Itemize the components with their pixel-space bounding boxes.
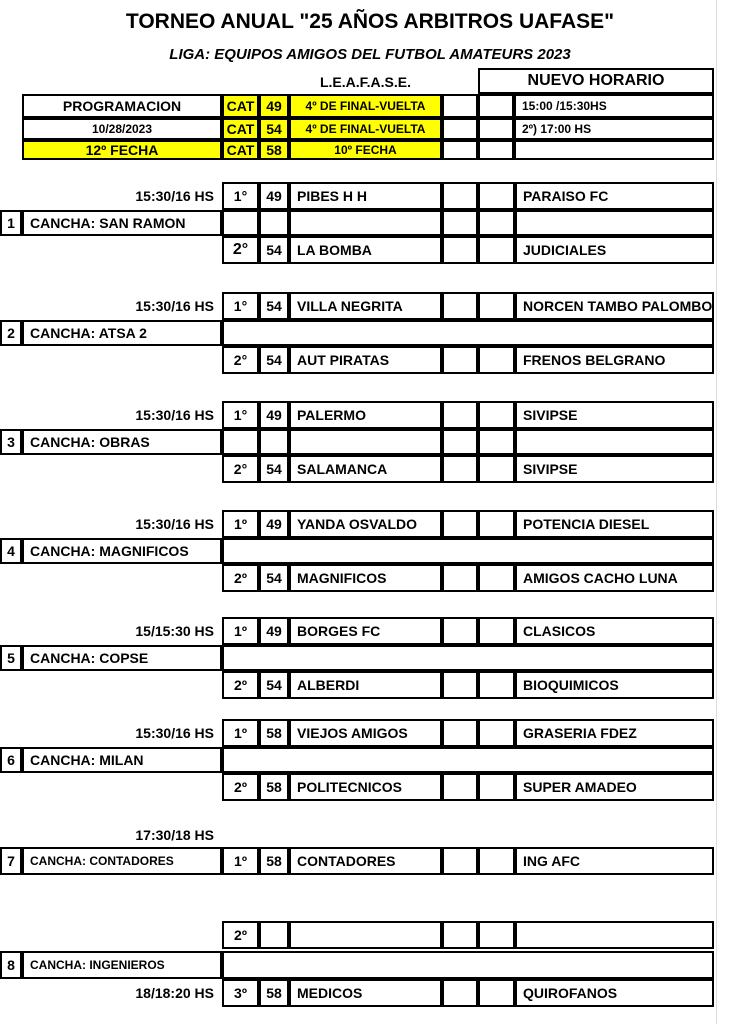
home-team [289, 921, 442, 949]
away-team-text: FRENOS BELGRANO [523, 352, 666, 368]
match-category [259, 346, 289, 374]
match-order [222, 292, 259, 320]
header-cat-cell-text: CAT [226, 142, 255, 158]
header-row-label [22, 140, 222, 160]
score-away [478, 921, 515, 949]
score-away [478, 401, 515, 429]
score-home [442, 921, 478, 949]
score-away [478, 564, 515, 592]
blank-cell [478, 210, 515, 236]
home-team-text: SALAMANCA [297, 461, 388, 477]
match-category-text: 54 [266, 677, 282, 693]
home-team [289, 773, 442, 801]
header-horario-cell-text: 2º) 17:00 HS [522, 122, 592, 136]
blank-row [222, 320, 714, 346]
away-team [515, 401, 714, 429]
score-home [442, 346, 478, 374]
header-cat-cell-text: CAT [226, 98, 255, 114]
match-order-text: 2° [232, 241, 249, 258]
match-order [222, 979, 259, 1007]
blank-cell [442, 210, 478, 236]
blank-cell [259, 210, 289, 236]
blank-cell [515, 429, 714, 455]
header-cat-number-text: 58 [266, 142, 282, 158]
match-order [222, 182, 259, 210]
score-home [442, 847, 478, 875]
score-away [478, 979, 515, 1007]
away-team-text: QUIROFANOS [523, 985, 618, 1001]
score-home [442, 455, 478, 483]
match-order [222, 346, 259, 374]
cancha-label [22, 847, 222, 875]
block-number-text: 1 [7, 215, 15, 231]
block-number [0, 320, 22, 346]
cancha-label [22, 747, 222, 773]
score-away [478, 847, 515, 875]
away-team-text: SUPER AMADEO [523, 779, 637, 795]
match-category-text: 58 [266, 853, 282, 869]
score-home [442, 401, 478, 429]
match-category [259, 847, 289, 875]
match-category-text: 49 [266, 407, 282, 423]
header-phase-cell-text: 4º DE FINAL-VUELTA [305, 122, 426, 136]
cancha-label [22, 210, 222, 236]
blank-row [222, 538, 714, 564]
home-team-text: LA BOMBA [297, 242, 372, 258]
header-cat-cell [222, 94, 259, 118]
score-home [442, 979, 478, 1007]
cancha-label-text: CANCHA: MILAN [30, 752, 144, 768]
away-team [515, 719, 714, 747]
match-order-text: 2º [234, 570, 247, 586]
home-team-text: YANDA OSVALDO [297, 516, 418, 532]
header-phase-cell-text: 4º DE FINAL-VUELTA [305, 99, 426, 113]
cancha-label [22, 320, 222, 346]
blank-cell [222, 210, 259, 236]
match-category [259, 510, 289, 538]
away-team [515, 182, 714, 210]
home-team [289, 292, 442, 320]
away-team-text: NORCEN TAMBO PALOMBO [523, 298, 713, 314]
home-team [289, 182, 442, 210]
home-team [289, 564, 442, 592]
match-order-text: 1º [234, 853, 247, 869]
block-number [0, 429, 22, 455]
score-home [442, 617, 478, 645]
block-number-text: 8 [7, 957, 15, 973]
home-team [289, 617, 442, 645]
match-order [222, 510, 259, 538]
away-team-text: JUDICIALES [523, 242, 607, 258]
away-team-text: CLASICOS [523, 623, 596, 639]
blank-row [222, 645, 714, 671]
nuevo-horario-cell-text: NUEVO HORARIO [527, 72, 665, 89]
header-horario-cell [514, 118, 714, 140]
blank-cell [289, 429, 442, 455]
header-row-label [22, 94, 222, 118]
match-order-text: 1° [233, 298, 248, 314]
match-order [222, 921, 259, 949]
header-phase-cell [289, 94, 442, 118]
score-away [478, 773, 515, 801]
header-blank-cell [478, 118, 514, 140]
block-number-text: 2 [7, 325, 15, 341]
block-number-text: 5 [7, 650, 15, 666]
kickoff-time: 18/18:20 HS [135, 985, 214, 1001]
home-team-text: MAGNIFICOS [297, 570, 387, 586]
cancha-label [22, 429, 222, 455]
home-team [289, 346, 442, 374]
score-home [442, 236, 478, 264]
blank-cell [289, 210, 442, 236]
home-team [289, 979, 442, 1007]
match-category [259, 773, 289, 801]
blank-cell [442, 429, 478, 455]
kickoff-time: 15:30/16 HS [135, 407, 214, 423]
score-home [442, 292, 478, 320]
header-row-label-text: 12º FECHA [85, 142, 159, 158]
score-away [478, 182, 515, 210]
cancha-label [22, 538, 222, 564]
cancha-label-text: CANCHA: CONTADORES [30, 854, 174, 868]
home-team [289, 847, 442, 875]
header-cat-number [259, 140, 289, 160]
header-blank-cell [442, 118, 478, 140]
cancha-label-text: CANCHA: OBRAS [30, 434, 150, 450]
header-cat-cell-text: CAT [226, 121, 255, 137]
away-team [515, 671, 714, 699]
away-team-text: BIOQUIMICOS [523, 677, 619, 693]
cancha-label-text: CANCHA: MAGNIFICOS [30, 543, 189, 559]
match-order [222, 719, 259, 747]
header-blank-cell [478, 140, 514, 160]
header-horario-cell-text: 15:00 /15:30HS [522, 99, 607, 113]
header-cat-number-text: 49 [266, 98, 282, 114]
kickoff-time: 15:30/16 HS [135, 725, 214, 741]
header-row-label-text: 10/28/2023 [91, 122, 153, 136]
match-order-text: 2° [233, 352, 248, 368]
away-team-text: SIVIPSE [523, 407, 578, 423]
blank-cell [222, 429, 259, 455]
score-away [478, 346, 515, 374]
match-order-text: 1º [234, 516, 247, 532]
home-team-text: MEDICOS [297, 985, 363, 1001]
away-team [515, 346, 714, 374]
header-cat-number-text: 54 [266, 121, 282, 137]
match-order [222, 455, 259, 483]
match-order [222, 773, 259, 801]
match-category [259, 617, 289, 645]
blank-cell [478, 429, 515, 455]
away-team [515, 847, 714, 875]
header-horario-cell [514, 94, 714, 118]
block-number-text: 3 [7, 434, 15, 450]
match-order [222, 236, 259, 264]
match-category-text: 54 [266, 570, 282, 586]
match-category-text: 54 [266, 352, 282, 368]
away-team [515, 236, 714, 264]
block-number [0, 951, 22, 979]
kickoff-time: 15:30/16 HS [135, 298, 214, 314]
match-order-text: 3º [234, 985, 247, 1001]
home-team-text: PIBES H H [297, 188, 368, 204]
match-category [259, 292, 289, 320]
score-home [442, 182, 478, 210]
block-number [0, 210, 22, 236]
sheet-gridline [716, 0, 717, 1024]
match-order [222, 847, 259, 875]
cancha-label [22, 951, 222, 979]
score-home [442, 719, 478, 747]
header-cat-number [259, 118, 289, 140]
header-blank-cell [442, 94, 478, 118]
cancha-label [22, 645, 222, 671]
away-team-text: ING AFC [523, 853, 581, 869]
nuevo-horario-cell [478, 68, 714, 94]
home-team-text: ALBERDI [297, 677, 360, 693]
match-category [259, 182, 289, 210]
page-subtitle: LIGA: EQUIPOS AMIGOS DEL FUTBOL AMATEURS 2023 [169, 46, 571, 63]
away-team-text: PARAISO FC [523, 188, 609, 204]
match-category-text: 54 [266, 242, 282, 258]
block-number [0, 847, 22, 875]
cancha-label-text: CANCHA: SAN RAMON [30, 215, 186, 231]
away-team [515, 617, 714, 645]
match-order-text: 1º [234, 623, 247, 639]
away-team-text: GRASERIA FDEZ [523, 725, 637, 741]
match-order-text: 1º [234, 725, 247, 741]
home-team [289, 236, 442, 264]
match-category [259, 236, 289, 264]
cancha-label-text: CANCHA: ATSA 2 [30, 325, 147, 341]
away-team [515, 455, 714, 483]
match-order [222, 671, 259, 699]
score-home [442, 510, 478, 538]
away-team [515, 979, 714, 1007]
home-team-text: BORGES FC [297, 623, 381, 639]
score-away [478, 617, 515, 645]
away-team [515, 292, 714, 320]
score-away [478, 671, 515, 699]
home-team [289, 719, 442, 747]
block-number [0, 538, 22, 564]
home-team [289, 671, 442, 699]
home-team [289, 455, 442, 483]
kickoff-time: 15/15:30 HS [135, 623, 214, 639]
page-title: TORNEO ANUAL "25 AÑOS ARBITROS UAFASE" [125, 10, 615, 33]
match-category [259, 671, 289, 699]
score-home [442, 671, 478, 699]
block-number-text: 4 [7, 543, 15, 559]
header-cat-cell [222, 118, 259, 140]
block-number [0, 747, 22, 773]
match-category-text: 58 [266, 725, 282, 741]
block-number [0, 645, 22, 671]
score-away [478, 292, 515, 320]
match-category-text: 49 [266, 516, 282, 532]
header-phase-cell [289, 140, 442, 160]
match-order-text: 2º [234, 677, 247, 693]
away-team-text: POTENCIA DIESEL [523, 516, 650, 532]
header-row-label-text: PROGRAMACION [62, 98, 182, 114]
block-number-text: 6 [7, 752, 15, 768]
away-team-text: SIVIPSE [523, 461, 578, 477]
header-horario-cell [514, 140, 714, 160]
score-away [478, 510, 515, 538]
match-order-text: 2º [234, 779, 247, 795]
cancha-label-text: CANCHA: INGENIEROS [30, 958, 165, 972]
match-category-text: 58 [266, 985, 282, 1001]
away-team [515, 921, 714, 949]
score-home [442, 564, 478, 592]
header-cat-cell [222, 140, 259, 160]
cancha-label-text: CANCHA: COPSE [30, 650, 149, 666]
blank-cell [259, 429, 289, 455]
away-team [515, 510, 714, 538]
match-order [222, 617, 259, 645]
home-team [289, 510, 442, 538]
match-order [222, 564, 259, 592]
score-home [442, 773, 478, 801]
match-category-text: 54 [266, 461, 282, 477]
score-away [478, 719, 515, 747]
block-number-text: 7 [7, 853, 15, 869]
match-order [222, 401, 259, 429]
home-team-text: VILLA NEGRITA [297, 298, 403, 314]
header-phase-cell [289, 118, 442, 140]
match-order-text: 1° [233, 188, 248, 204]
kickoff-time: 15:30/16 HS [135, 516, 214, 532]
match-order-text: 2° [233, 461, 248, 477]
match-order-text: 1° [233, 407, 248, 423]
away-team [515, 773, 714, 801]
header-blank-cell [478, 94, 514, 118]
header-cat-number [259, 94, 289, 118]
header-row-label [22, 118, 222, 140]
home-team-text: AUT PIRATAS [297, 352, 390, 368]
home-team-text: CONTADORES [297, 853, 396, 869]
score-away [478, 455, 515, 483]
home-team-text: VIEJOS AMIGOS [297, 725, 408, 741]
header-phase-cell-text: 10º FECHA [334, 143, 397, 157]
match-order-text: 2º [234, 927, 247, 943]
kickoff-time: 17:30/18 HS [135, 827, 214, 843]
match-category [259, 979, 289, 1007]
kickoff-time: 15:30/16 HS [135, 188, 214, 204]
away-team [515, 564, 714, 592]
match-category-text: 54 [266, 298, 282, 314]
home-team-text: POLITECNICOS [297, 779, 403, 795]
match-category-text: 58 [266, 779, 282, 795]
match-category [259, 719, 289, 747]
score-away [478, 236, 515, 264]
home-team [289, 401, 442, 429]
leafase-label: L.E.A.F.A.S.E. [319, 74, 411, 90]
blank-row [222, 747, 714, 773]
match-category [259, 401, 289, 429]
away-team-text: AMIGOS CACHO LUNA [523, 570, 678, 586]
match-category [259, 455, 289, 483]
match-category-text: 49 [266, 623, 282, 639]
match-category [259, 921, 289, 949]
home-team-text: PALERMO [297, 407, 366, 423]
match-category-text: 49 [266, 188, 282, 204]
blank-cell [515, 210, 714, 236]
blank-row [222, 951, 714, 979]
match-category [259, 564, 289, 592]
header-blank-cell [442, 140, 478, 160]
